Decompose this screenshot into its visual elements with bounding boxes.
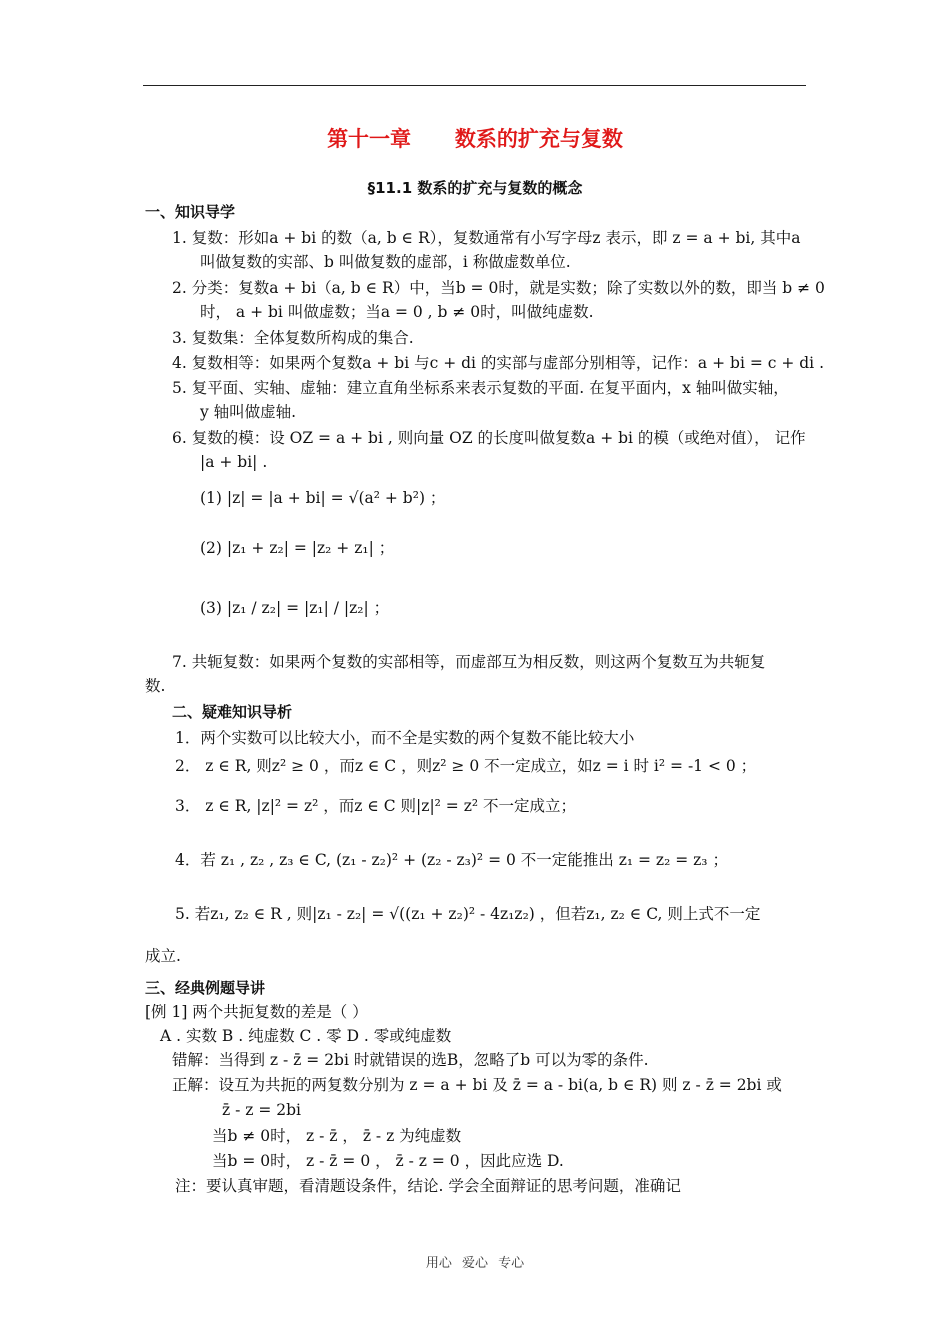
- text-line: (3) |z₁ / z₂| = |z₁| / |z₂| ；: [200, 599, 390, 617]
- text-line: 1. 复数：形如a + bi 的数（a, b ∈ R），复数通常有小写字母z 表示，即 z = a + bi, 其中a: [172, 229, 801, 247]
- section-title: §11.1 数系的扩充与复数的概念: [367, 179, 583, 197]
- chapter-title: 第十一章 数系的扩充与复数: [327, 127, 623, 151]
- header-rule: [143, 85, 806, 86]
- text-line: 3． z ∈ R, |z|² = z² ，而z ∈ C 则|z|² = z² 不一定成立；: [175, 797, 577, 815]
- text-line: A . 实数 B . 纯虚数 C . 零 D . 零或纯虚数: [160, 1027, 452, 1045]
- text-line: |a + bi| .: [200, 453, 268, 471]
- text-line: 注：要认真审题，看清题设条件，结论. 学会全面辩证的思考问题，准确记: [175, 1177, 681, 1195]
- text-line: 数.: [145, 677, 166, 695]
- text-line: y 轴叫做虚轴.: [200, 403, 297, 421]
- section-heading: 二、疑难知识导析: [172, 703, 293, 721]
- text-line: 叫做复数的实部、b 叫做复数的虚部，i 称做虚数单位.: [200, 253, 571, 271]
- page-footer: 用心 爱心 专心: [425, 1256, 525, 1271]
- text-line: 5. 复平面、实轴、虚轴：建立直角坐标系来表示复数的平面. 在复平面内，x 轴叫做实轴，: [172, 379, 789, 397]
- text-line: 1．两个实数可以比较大小，而不全是实数的两个复数不能比较大小: [175, 729, 635, 747]
- text-line: 2. 分类：复数a + bi（a, b ∈ R）中，当b = 0时，就是实数；除了实数以外的数，即当 b ≠ 0: [172, 279, 825, 297]
- text-line: 成立.: [145, 947, 181, 965]
- text-line: 6. 复数的模：设 OZ = a + bi , 则向量 OZ 的长度叫做复数a + bi 的模（或绝对值）， 记作: [172, 429, 806, 447]
- section-heading: 一、知识导学: [145, 203, 236, 221]
- text-line: 4．若 z₁ , z₂ , z₃ ∈ C, (z₁ - z₂)² + (z₂ - z₃)² = 0 不一定能推出 z₁ = z₂ = z₃ ；: [175, 851, 728, 869]
- text-line: 4. 复数相等：如果两个复数a + bi 与c + di 的实部与虚部分别相等，记作：a + bi = c + di .: [172, 354, 824, 372]
- text-line: z̄ - z = 2bi: [222, 1101, 302, 1119]
- text-line: 5. 若z₁, z₂ ∈ R , 则|z₁ - z₂| = √((z₁ + z₂)² - 4z₁z₂) ，但若z₁, z₂ ∈ C, 则上式不一定: [175, 905, 761, 923]
- text-line: 错解：当得到 z - z̄ = 2bi 时就错误的选B，忽略了b 可以为零的条件.: [172, 1051, 649, 1069]
- text-line: 2． z ∈ R, 则z² ≥ 0 ，而z ∈ C ，则z² ≥ 0 不一定成立，如z = i 时 i² = -1 < 0 ；: [175, 757, 757, 775]
- text-line: 当b = 0时， z - z̄ = 0 ， z̄ - z = 0 ，因此应选 D.: [212, 1152, 564, 1170]
- text-line: (1) |z| = |a + bi| = √(a² + b²) ；: [200, 489, 446, 507]
- text-line: 3. 复数集：全体复数所构成的集合.: [172, 329, 414, 347]
- text-line: [例 1] 两个共扼复数的差是（ ）: [145, 1003, 368, 1021]
- text-line: (2) |z₁ + z₂| = |z₂ + z₁| ；: [200, 539, 395, 557]
- text-line: 7. 共轭复数：如果两个复数的实部相等，而虚部互为相反数，则这两个复数互为共轭复: [172, 653, 766, 671]
- text-line: 正解：设互为共扼的两复数分别为 z = a + bi 及 z̄ = a - bi(a, b ∈ R) 则 z - z̄ = 2bi 或: [172, 1076, 782, 1094]
- section-heading: 三、经典例题导讲: [145, 979, 266, 997]
- text-line: 时， a + bi 叫做虚数；当a = 0 , b ≠ 0时，叫做纯虚数.: [200, 303, 594, 321]
- text-line: 当b ≠ 0时， z - z̄ ， z̄ - z 为纯虚数: [212, 1127, 462, 1145]
